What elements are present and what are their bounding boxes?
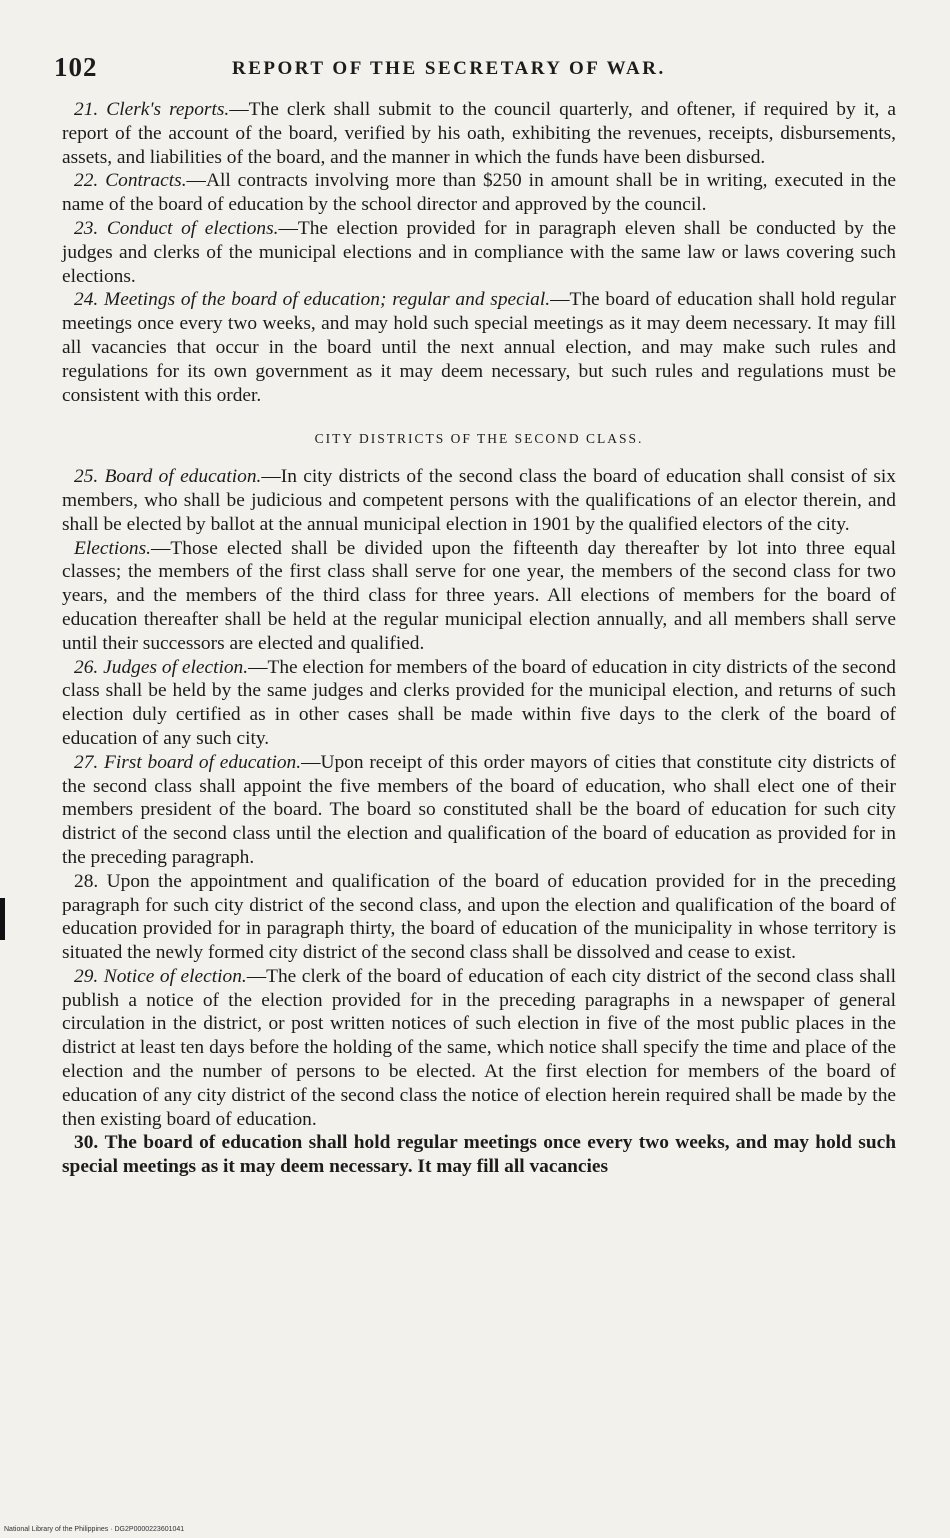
paragraph-number: 30. bbox=[74, 1132, 99, 1154]
paragraph-number: 28. bbox=[74, 870, 99, 892]
paragraph-title: Notice of election. bbox=[103, 965, 247, 987]
paragraph-title: Contracts. bbox=[105, 170, 187, 192]
paragraph-text: —The board of education shall hold regular meetings once every two weeks, and may hold such special meetings as it may deem necessary. It may fill all vacancies that occur in the board until the next annual election, and may make such rules and regulations for its own government as it may deem necessary, but such rules and regulations must be consistent with this order. bbox=[62, 289, 896, 406]
paragraph-number: 23. bbox=[74, 217, 99, 239]
paragraph-22 bbox=[62, 169, 896, 217]
page-header bbox=[54, 52, 904, 92]
section-heading: CITY DISTRICTS OF THE SECOND CLASS. bbox=[314, 431, 644, 447]
paragraph-text: —The clerk of the board of education of each city district of the second class shall publish a notice of the election provided for in the preceding paragraphs in a newspaper of general circulation in the district, or post written notices of such election in five of the most public places in the district at least ten days before the holding of the same, which notice shall specify the time and place of the election and the number of persons to be elected. At the first election for members of the board of education of any city district of the second class the notice of election herein required shall be made by the then existing board of education. bbox=[62, 965, 896, 1130]
paragraph-text: —In city districts of the second class the board of education shall consist of six members, who shall be judicious and competent persons with the qualifications of an elector therein, and shall be elected by ballot at the annual municipal election in 1901 by the qualified electors of the city. bbox=[62, 466, 896, 535]
paragraph-26 bbox=[62, 656, 896, 751]
paragraph-text: —The clerk shall submit to the council quarterly, and oftener, if required by it, a report of the account of the board, verified by his oath, exhibiting the revenues, receipts, disbursements, assets, and liabilities of the board, and the manner in which the funds have been disbursed. bbox=[62, 99, 896, 168]
body-text bbox=[62, 98, 896, 1179]
paragraph-title: Judges of election. bbox=[103, 656, 249, 678]
paragraph-title: Clerk's reports. bbox=[106, 99, 230, 120]
paragraph-text: —The election for members of the board of education in city districts of the second class shall be held by the same judges and clerks provided for the municipal election, and returns of such election duly certified as in other cases shall be made within five days to the clerk of the board of education of any such city. bbox=[62, 656, 897, 749]
scan-credit: National Library of the Philippines · DG2P0000223601041 bbox=[4, 1526, 185, 1533]
paragraph-text: —The election provided for in paragraph eleven shall be conducted by the judges and clerks of the municipal elections and in compliance with the same law or laws covering such elections. bbox=[62, 217, 896, 287]
scan-margin-mark bbox=[0, 898, 5, 940]
paragraph-number: 24. bbox=[74, 289, 99, 311]
paragraph-title: Conduct of elections. bbox=[106, 217, 279, 239]
paragraph-number: 26. bbox=[74, 656, 99, 678]
paragraph-28 bbox=[62, 870, 896, 965]
paragraph-25 bbox=[62, 465, 896, 536]
paragraph-text: —All contracts involving more than $250 in amount shall be in writing, executed in the name of the board of education by the school director and approved by the council. bbox=[62, 170, 896, 216]
paragraph-number: 29. bbox=[74, 965, 99, 987]
paragraph-title: First board of education. bbox=[104, 751, 302, 773]
paragraph-30 bbox=[62, 1131, 896, 1179]
paragraph-text: —Upon receipt of this order mayors of cities that constitute city districts of the second class shall appoint the five members of the board of education, who shall elect one of their members president of the board. The board so constituted shall be the board of education for such city district of the second class until the election and qualification of the board of education as provided for in the preceding paragraph. bbox=[62, 751, 896, 868]
paragraph-number: 22. bbox=[74, 170, 99, 192]
paragraph-27 bbox=[62, 751, 896, 870]
paragraph-title: Meetings of the board of education; regular and special. bbox=[104, 289, 551, 311]
paragraph-text: —Those elected shall be divided upon the fifteenth day thereafter by lot into three equal classes; the members of the first class shall serve for one year, the members of the second class for two years, and the members of the third class for three years. All elections of members for the board of education thereafter shall be held at the regular municipal election annually, and all members shall serve until their successors are elected and qualified. bbox=[62, 537, 896, 654]
paragraph-elections bbox=[62, 537, 896, 656]
paragraph-24 bbox=[62, 288, 896, 407]
paragraph-text: The board of education shall hold regular meetings once every two weeks, and may hold such special meetings as it may deem necessary. It may fill all vacancies bbox=[62, 1132, 896, 1178]
paragraph-number: 21. bbox=[74, 99, 99, 120]
paragraph-number: 25. bbox=[74, 466, 99, 488]
running-head: REPORT OF THE SECRETARY OF WAR. bbox=[232, 58, 666, 79]
paragraph-21 bbox=[62, 98, 896, 169]
paragraph-number: 27. bbox=[74, 751, 99, 773]
paragraph-29 bbox=[62, 965, 896, 1132]
paragraph-text: Upon the appointment and qualification of the board of education provided for in the preceding paragraph for such city district of the second class, and upon the election and qualification of the board of education provided for in paragraph thirty, the board of education of the municipality in whose territory is situated the newly formed city district of the second class shall be dissolved and cease to exist. bbox=[62, 870, 896, 964]
paragraph-title: Elections. bbox=[74, 537, 152, 559]
page-number: 102 bbox=[54, 52, 98, 82]
paragraph-title: Board of education. bbox=[104, 466, 262, 488]
paragraph-23 bbox=[62, 217, 896, 288]
